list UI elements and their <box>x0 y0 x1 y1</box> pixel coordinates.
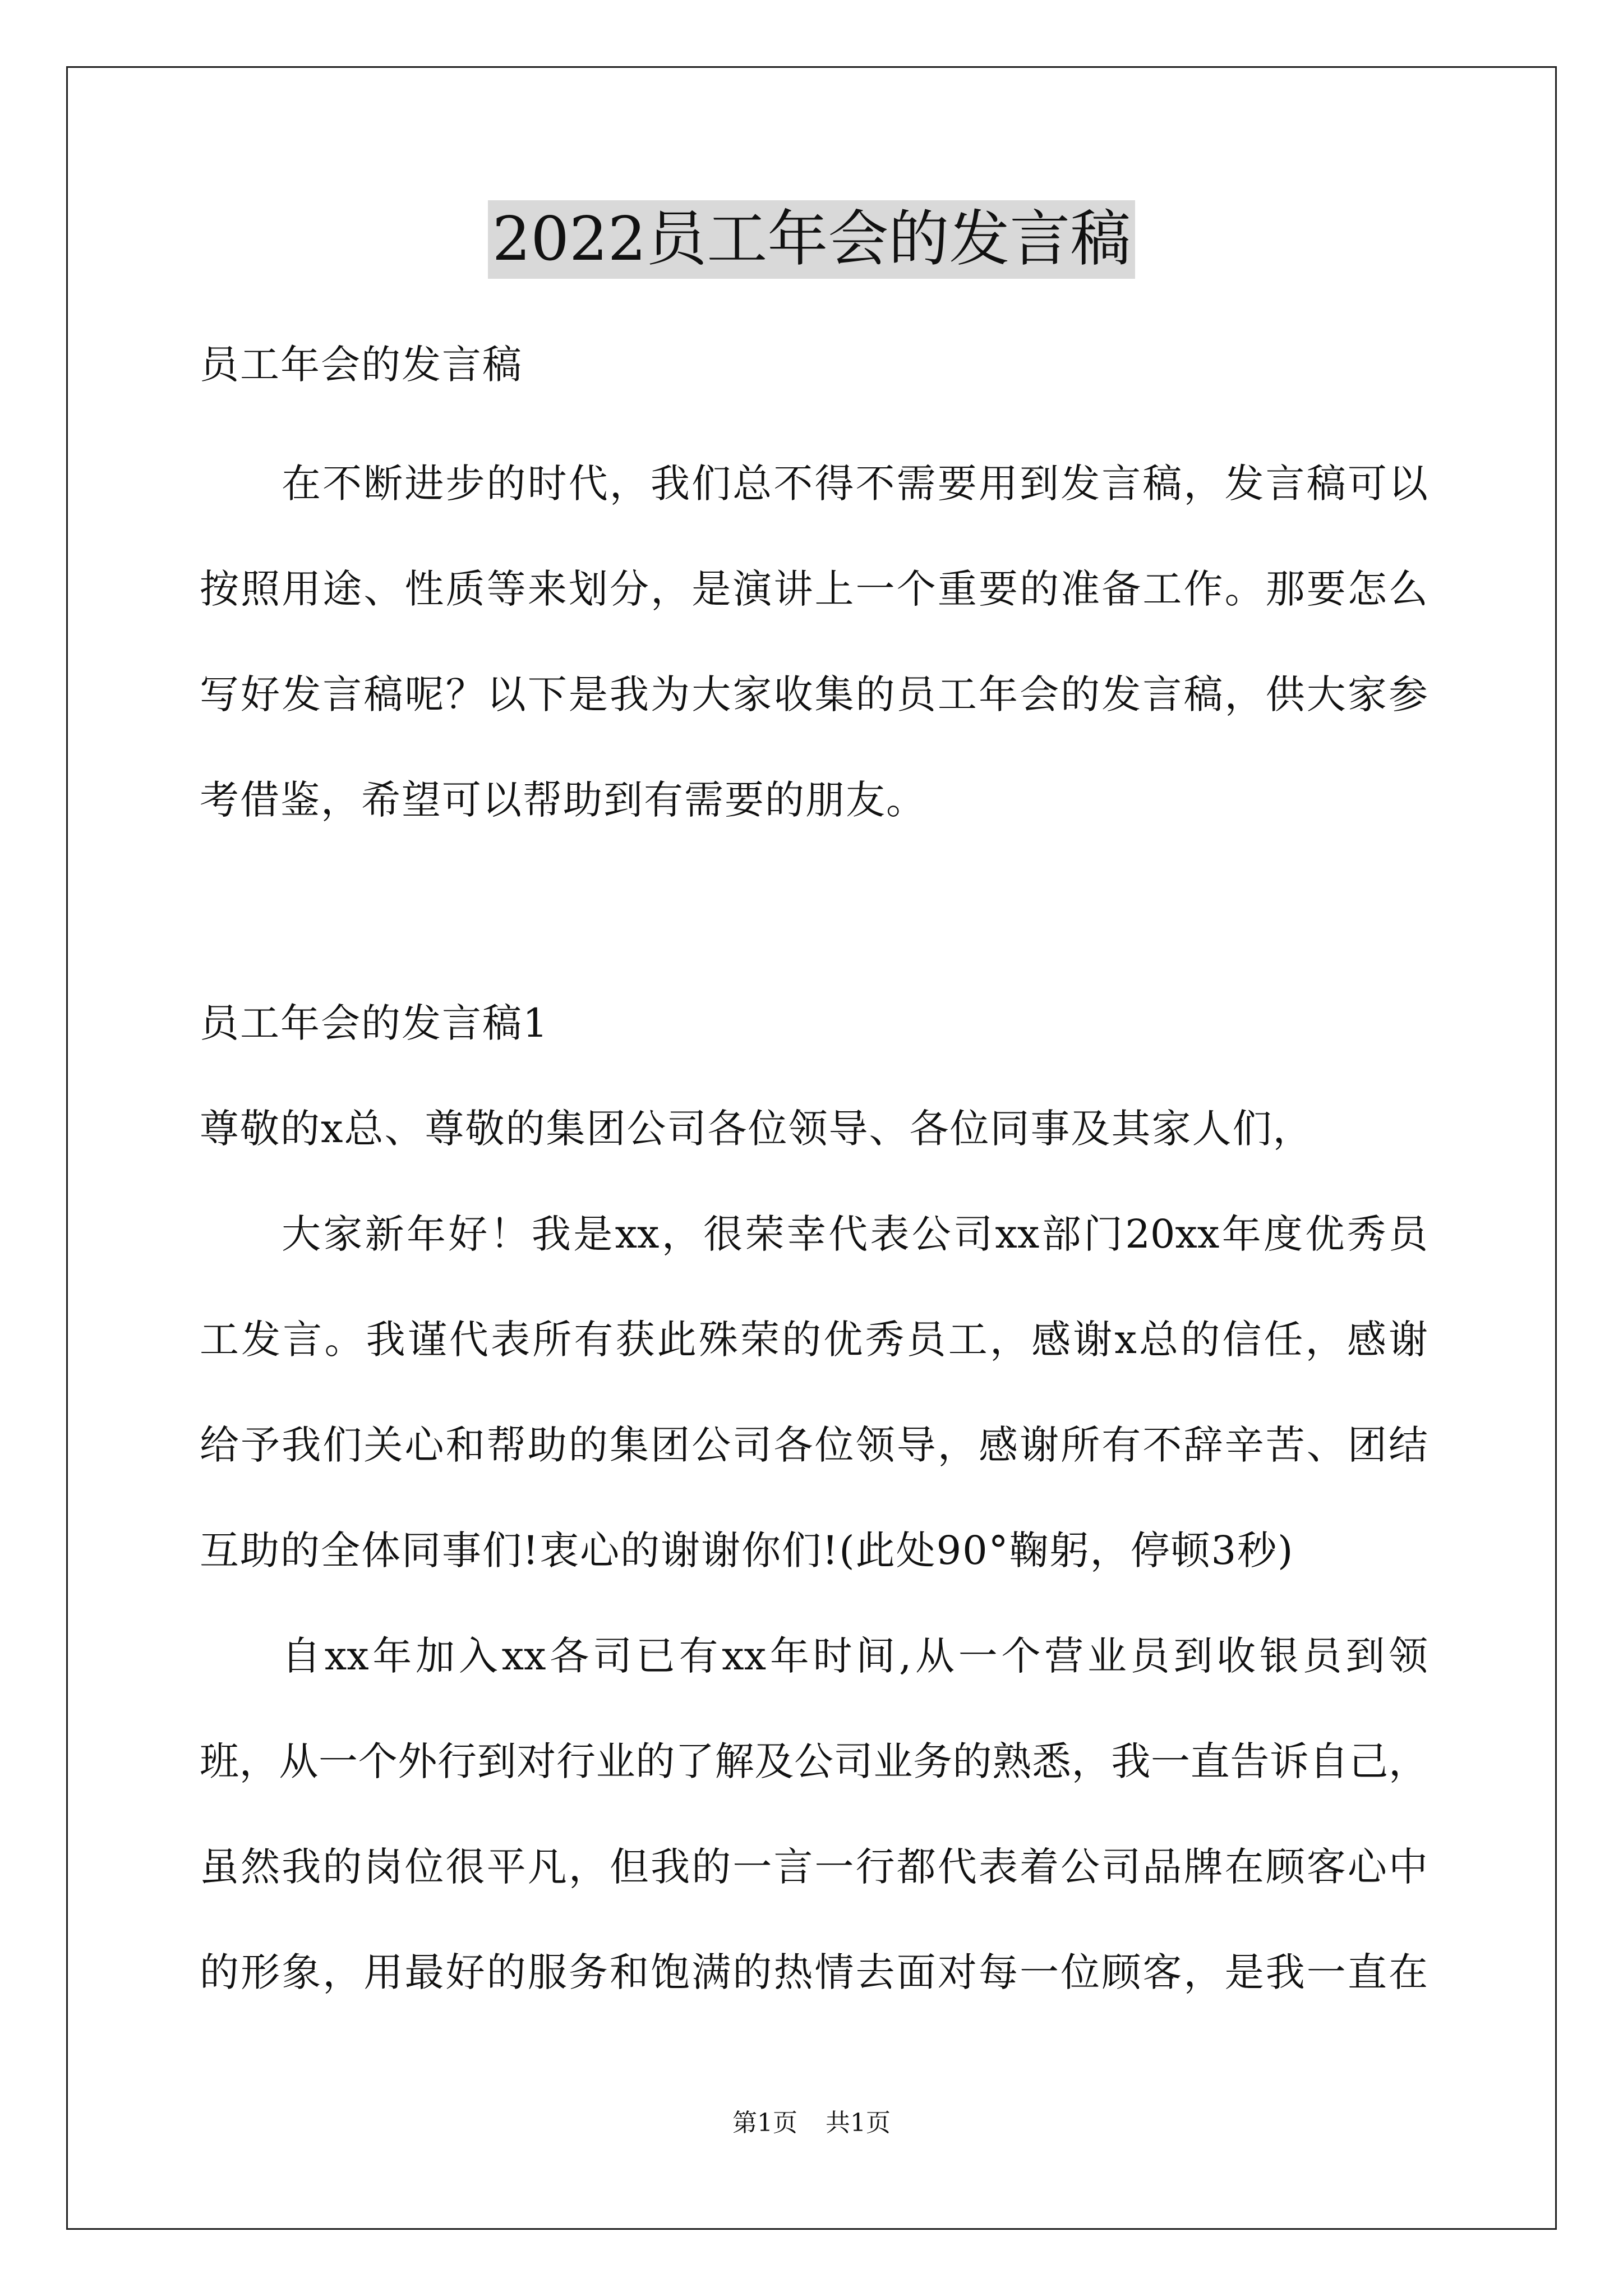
paragraph-line: 写好发言稿呢？以下是我为大家收集的员工年会的发言稿，供大家参 <box>200 671 1428 717</box>
paragraph-line: 的形象，用最好的服务和饱满的热情去面对每一位顾客，是我一直在 <box>200 1949 1428 1995</box>
paragraph-line: 在不断进步的时代，我们总不得不需要用到发言稿，发言稿可以 <box>282 461 1428 507</box>
paragraph-line: 按照用途、性质等来划分，是演讲上一个重要的准备工作。那要怎么 <box>200 566 1428 612</box>
subtitle-line: 员工年会的发言稿 <box>200 342 523 388</box>
paragraph-line: 互助的全体同事们!衷心的谢谢你们!(此处90°鞠躬，停顿3秒) <box>200 1527 1294 1573</box>
paragraph-line: 大家新年好！我是xx，很荣幸代表公司xx部门20xx年度优秀员 <box>282 1211 1428 1257</box>
page-total: 共1页 <box>826 2109 891 2137</box>
paragraph-line: 工发言。我谨代表所有获此殊荣的优秀员工，感谢x总的信任，感谢 <box>200 1317 1428 1363</box>
paragraph-line: 考借鉴，希望可以帮助到有需要的朋友。 <box>200 777 926 823</box>
paragraph-line: 虽然我的岗位很平凡，但我的一言一行都代表着公司品牌在顾客心中 <box>200 1844 1428 1890</box>
paragraph-line: 自xx年加入xx各司已有xx年时间,从一个营业员到收银员到领 <box>282 1633 1428 1679</box>
salutation-line: 尊敬的x总、尊敬的集团公司各位领导、各位同事及其家人们， <box>200 1106 1313 1152</box>
paragraph-line: 给予我们关心和帮助的集团公司各位领导，感谢所有不辞辛苦、团结 <box>200 1422 1428 1468</box>
document-title <box>0 197 1623 282</box>
page-footer <box>0 2106 1623 2140</box>
title-text: 2022员工年会的发言稿 <box>488 200 1136 279</box>
section-heading: 员工年会的发言稿1 <box>200 1000 549 1046</box>
paragraph-line: 班，从一个外行到对行业的了解及公司业务的熟悉，我一直告诉自己， <box>200 1738 1428 1784</box>
page-number: 第1页 <box>732 2109 797 2137</box>
